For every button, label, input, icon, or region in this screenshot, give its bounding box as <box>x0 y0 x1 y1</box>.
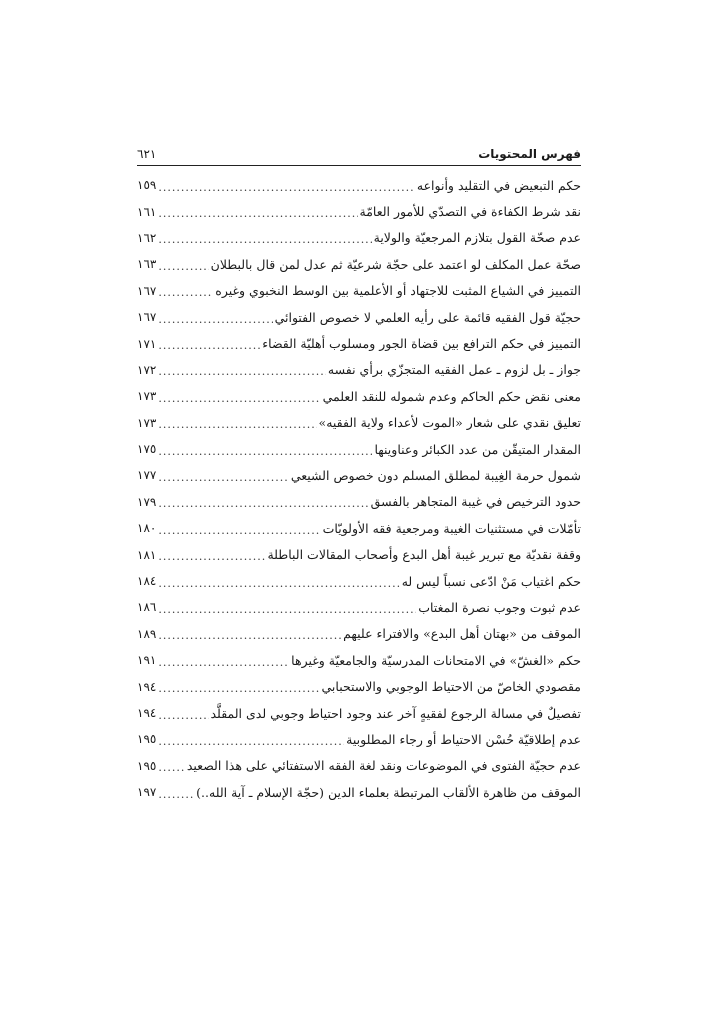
toc-entry <box>137 330 581 356</box>
dot-leader <box>158 630 341 641</box>
toc-entry-page: ١٨٤ <box>137 574 157 589</box>
toc-entry-title: تفصيلٌ في مسالة الرجوع لفقيهٍ آخر عند وجود احتياط وجوبي لدى المقلَّد <box>210 705 581 721</box>
toc-entry-page: ١٩٤ <box>137 706 157 720</box>
header-rule <box>137 165 581 166</box>
dot-leader <box>158 578 399 589</box>
toc-entry-title: حكم التبعيض في التقليد وأنواعه <box>416 177 581 193</box>
toc-entry-page: ١٩٥ <box>137 758 157 773</box>
toc-entry-title: عدم ثبوت وجوب نصرة المغتاب <box>418 599 581 615</box>
toc-entry <box>137 673 581 699</box>
dot-leader <box>158 762 184 773</box>
dot-leader <box>158 208 357 219</box>
dot-leader <box>158 419 316 430</box>
dot-leader <box>158 604 416 615</box>
toc-entry <box>137 568 581 594</box>
toc-entry-page: ١٦٢ <box>137 230 157 245</box>
toc-entry <box>137 489 581 515</box>
toc-entry-title: عدم صحّة القول بتلازم المرجعيّة والولاية <box>373 230 581 246</box>
dot-leader <box>158 498 368 509</box>
dot-leader <box>158 446 372 457</box>
toc-page <box>137 139 581 805</box>
toc-entry <box>137 278 581 304</box>
dot-leader <box>158 736 344 747</box>
toc-entry-page: ١٥٩ <box>137 178 157 193</box>
toc-entry-page: ١٧٣ <box>137 389 157 404</box>
dot-leader <box>158 234 371 245</box>
toc-entry-title: صحّة عمل المكلف لو اعتمد على حجّة شرعيّة ثم عدل لمن قال بالبطلان <box>210 256 581 272</box>
toc-entry-page: ١٧١ <box>137 336 157 351</box>
dot-leader <box>158 710 208 721</box>
toc-entry-title: المقدار المتيقّن من عدد الكبائر وعناوينها <box>374 441 581 457</box>
running-header <box>137 139 581 164</box>
toc-entry <box>137 594 581 620</box>
toc-entry <box>137 647 581 673</box>
header-title: فهرس المحتويات <box>478 147 581 161</box>
dot-leader <box>158 657 289 668</box>
toc-entry-page: ١٨٩ <box>137 626 157 641</box>
toc-entry <box>137 383 581 409</box>
toc-entry-title: التمييز في حكم الترافع بين قضاة الجور ومسلوب أهليّة القضاء <box>262 336 581 352</box>
toc-entry <box>137 621 581 647</box>
toc-entry-page: ١٩٥ <box>137 732 157 747</box>
toc-entry <box>137 251 581 277</box>
toc-entry-page: ١٩١ <box>137 653 157 668</box>
dot-leader <box>158 261 208 272</box>
toc-entry-page: ١٦٧ <box>137 310 157 325</box>
toc-entry <box>137 541 581 567</box>
toc-entry-title: جواز ـ بل لزوم ـ عمل الفقيه المتجزّي برأي نفسه <box>327 362 581 378</box>
toc-entry-page: ١٧٢ <box>137 362 157 377</box>
toc-entry <box>137 700 581 726</box>
dot-leader <box>158 525 320 536</box>
toc-entry <box>137 304 581 330</box>
toc-entry-page: ١٨٠ <box>137 521 157 536</box>
toc-entry-title: التمييز في الشياع المثبت للاجتهاد أو الأعلمية بين الوسط النخبوي وغيره <box>215 283 581 299</box>
toc-entry-page: ١٨١ <box>137 547 157 562</box>
toc-entry-title: عدم حجيّة الفتوى في الموضوعات ونقد لغة الفقه الاستفتائي على هذا الصعيد <box>186 758 581 774</box>
toc-entry-title: عدم إطلاقيّة حُسْن الاحتياط أو رجاء المطلوبية <box>346 731 581 747</box>
toc-entry-title: الموقف من ظاهرة الألقاب المرتبطة بعلماء الدين (حجّة الإسلام ـ آية الله..) <box>196 784 581 800</box>
toc-entry <box>137 515 581 541</box>
toc-entry-title: معنى نقض حكم الحاكم وعدم شموله للنقد العلمي <box>322 388 581 404</box>
dot-leader <box>158 551 265 562</box>
toc-entry <box>137 753 581 779</box>
toc-entry <box>137 225 581 251</box>
toc-entry-title: شمول حرمة الغِيبة لمطلق المسلم دون خصوص الشيعي <box>290 467 581 483</box>
toc-entry-title: الموقف من «بهتان أهل البدع» والافتراء عليهم <box>343 626 581 642</box>
toc-entry <box>137 410 581 436</box>
toc-entry-title: نقد شرط الكفاءة في التصدّي للأمور العامّة <box>359 204 581 220</box>
dot-leader <box>158 789 194 800</box>
toc-entry-title: حجيّة قول الفقيه قائمة على رأيه العلمي لا خصوص الفتوائي <box>274 309 581 325</box>
toc-entry-title: وقفة نقديّة مع تبرير غيبة أهل البدع وأصحاب المقالات الباطلة <box>267 547 581 563</box>
toc-entry <box>137 726 581 752</box>
dot-leader <box>158 683 319 694</box>
toc-entry <box>137 357 581 383</box>
toc-entry-page: ١٧٧ <box>137 468 157 483</box>
toc-entry <box>137 779 581 805</box>
dot-leader <box>158 287 213 298</box>
toc-entry <box>137 462 581 488</box>
toc-entry-page: ١٧٩ <box>137 494 157 509</box>
dot-leader <box>158 340 260 351</box>
dot-leader <box>158 393 320 404</box>
toc-entry-title: تأمّلات في مستثنيات الغيبة ومرجعية فقه الأولويّات <box>322 520 581 536</box>
toc-entry-page: ١٦٣ <box>137 257 157 272</box>
toc-entry-page: ١٩٤ <box>137 679 157 694</box>
toc-entry-title: مقصودي الخاصّ من الاحتياط الوجوبي والاستحبابي <box>321 679 581 695</box>
dot-leader <box>158 472 288 483</box>
toc-entry-title: حدود الترخيص في غيبة المتجاهر بالفسق <box>370 494 581 510</box>
toc-entry-page: ١٦٧ <box>137 283 157 298</box>
header-page-number: ٦٢١ <box>137 147 157 161</box>
dot-leader <box>158 366 326 377</box>
toc-list <box>137 172 581 805</box>
toc-entry-page: ١٩٧ <box>137 785 157 800</box>
toc-entry-page: ١٧٣ <box>137 415 157 430</box>
toc-entry-title: تعليق نقدي على شعار «الموت لأعداء ولاية الفقيه» <box>318 415 581 431</box>
toc-entry-title: حكم اغتياب مَنْ ادّعى نسباً ليس له <box>401 573 581 589</box>
dot-leader <box>158 182 415 193</box>
toc-entry <box>137 198 581 224</box>
toc-entry-title: حكم «الغشّ» في الامتحانات المدرسيّة والجامعيّة وغيرها <box>291 652 581 668</box>
toc-entry-page: ١٨٦ <box>137 600 157 615</box>
toc-entry <box>137 436 581 462</box>
dot-leader <box>158 314 272 325</box>
toc-entry <box>137 172 581 198</box>
toc-entry-page: ١٦١ <box>137 204 157 219</box>
toc-entry-page: ١٧٥ <box>137 442 157 457</box>
